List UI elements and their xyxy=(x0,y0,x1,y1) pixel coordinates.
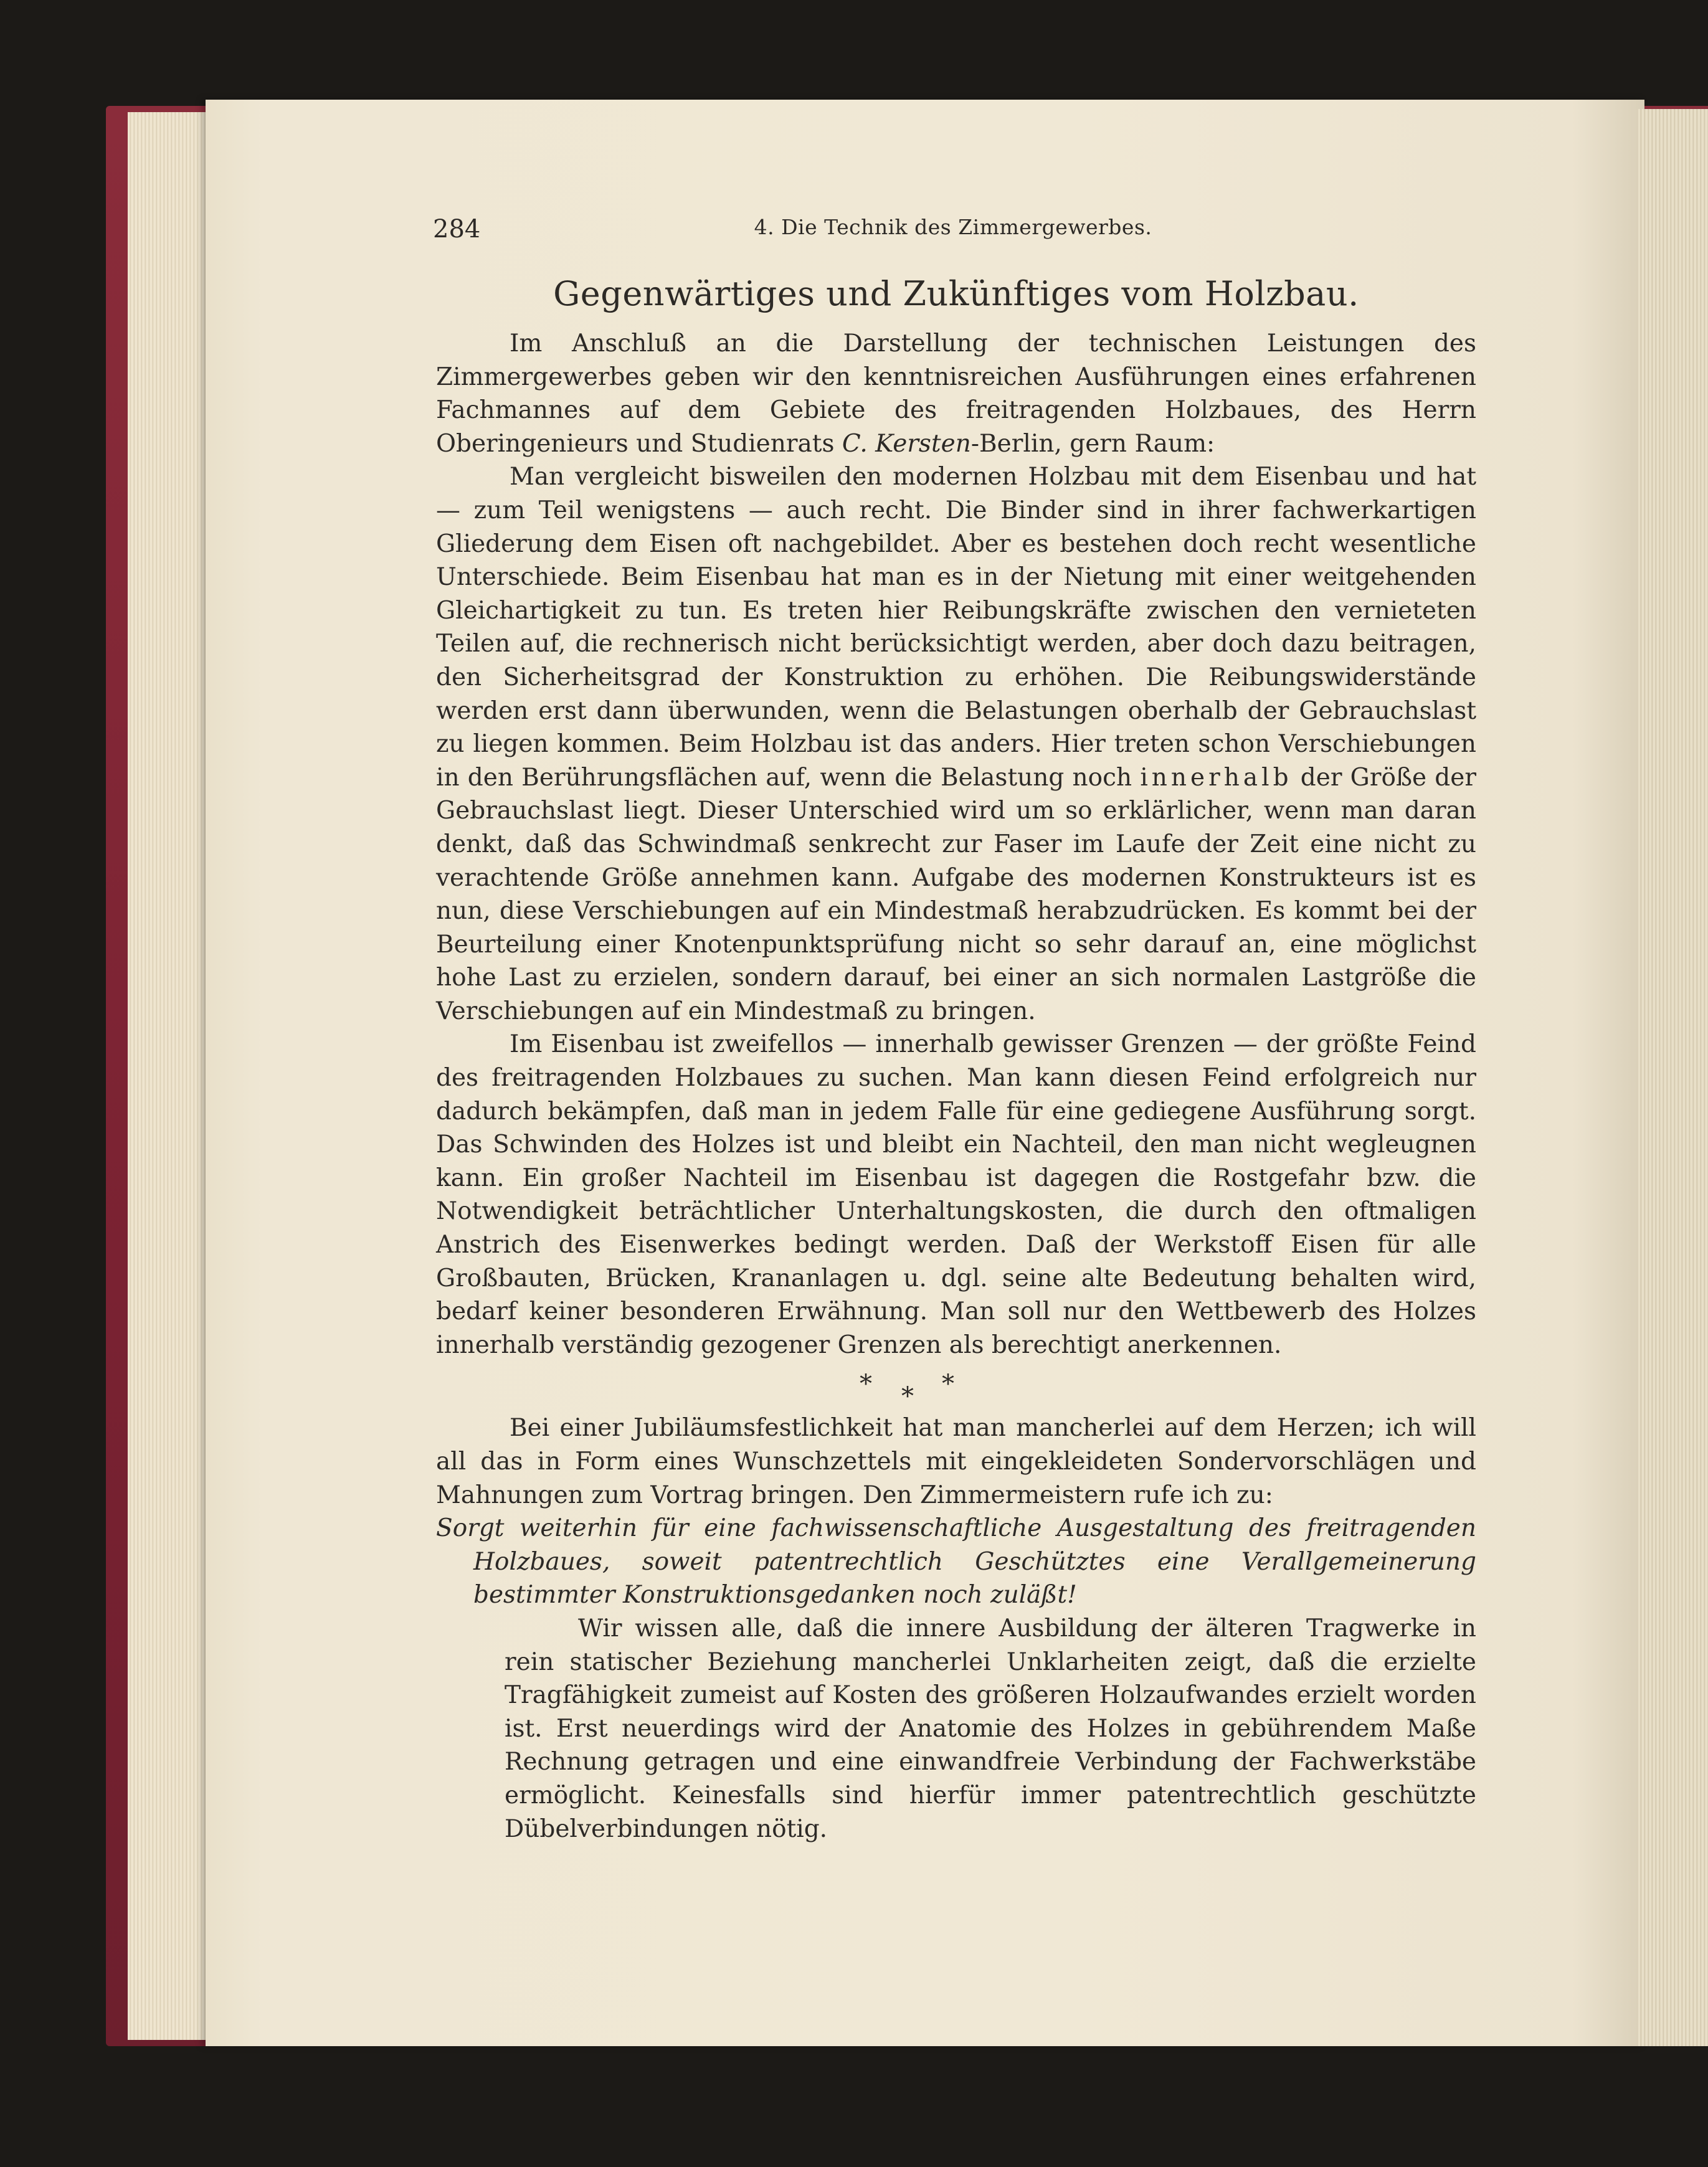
emphasized-word: innerhalb xyxy=(1140,763,1293,792)
body-text xyxy=(436,327,1476,1846)
paragraph-iron-enemy: Im Eisenbau ist zweifellos — innerhalb gewisser Grenzen — der größte Feind des freitragenden Holzbaues zu suchen. Man kann diesen Feind erfolgreich nur dadurch bekämpfen, daß man in jedem Falle für eine gediegene Ausführung sorgt. Das Schwinden des Holzes ist und bleibt ein Nachteil, den man nicht wegleugnen kann. Ein großer Nachteil im Eisenbau ist dagegen die Rostgefahr bzw. die Notwendigkeit beträchtlicher Unterhaltungskosten, die durch den oftmaligen Anstrich des Eisenwerkes bedingt werden. Daß der Werkstoff Eisen für alle Großbauten, Brücken, Krananlagen u. dgl. seine alte Bedeutung behalten wird, bedarf keiner besonderen Erwähnung. Man soll nur den Wettbewerb des Holzes innerhalb verständig gezogener Grenzen als berechtigt anerkennen. xyxy=(436,1030,1476,1359)
author-name: C. Kersten xyxy=(842,429,971,458)
star-middle: * xyxy=(901,1382,914,1411)
star-right: * xyxy=(942,1370,954,1399)
paragraph-timber-construction: Wir wissen alle, daß die innere Ausbildung der älteren Tragwerke in rein statischer Beziehung mancherlei Unklarheiten zeigt, daß die erzielte Tragfähigkeit zumeist auf Kosten des größeren Holzaufwandes erzielt worden ist. Erst neuerdings wird der Anatomie des Holzes in gebührendem Maße Rechnung getragen und eine einwandfreie Verbindung der Fachwerkstäbe ermöglicht. Keinesfalls sind hierfür immer patentrechtlich geschützte Dübelverbindungen nötig. xyxy=(505,1614,1476,1843)
page-header xyxy=(433,215,1473,252)
running-head: 4. Die Technik des Zimmergewerbes. xyxy=(754,215,1152,239)
star-left: * xyxy=(860,1370,872,1399)
intro-paragraph: Im Anschluß an die Darstellung der technischen Leistungen des Zimmergewerbes geben wir den kenntnisreichen Ausführungen eines erfahrenen Fachmannes auf dem Gebiete des freitragenden Holzbaues, des Herrn Oberingenieurs und Studienrats C. Kersten-Berlin, gern Raum: xyxy=(436,330,1476,458)
section-separator xyxy=(436,1362,1476,1411)
paragraph-iron-comparison: Man vergleicht bisweilen den modernen Holzbau mit dem Eisenbau und hat — zum Teil wenigstens — auch recht. Die Binder sind in ihrer fachwerkartigen Gliederung dem Eisen oft nachgebildet. Aber es bestehen doch recht wesentliche Unterschiede. Beim Eisenbau hat man es in der Nietung mit einer weitgehenden Gleichartigkeit zu tun. Es treten hier Reibungskräfte zwischen den vernieteten Teilen auf, die rechnerisch nicht berücksichtigt werden, aber doch dazu beitragen, den Sicherheitsgrad der Konstruktion zu erhöhen. Die Reibungswiderstände werden erst dann überwunden, wenn die Belastungen oberhalb der Gebrauchslast zu liegen kommen. Beim Holzbau ist das anders. Hier treten schon Verschiebungen in den Berührungsflächen auf, wenn die Belastung noch innerhalb der Größe der Gebrauchslast liegt. Dieser Unterschied wird um so erklärlicher, wenn man daran denkt, daß das Schwindmaß senkrecht zur Faser im Laufe der Zeit eine nicht zu verachtende Größe annehmen kann. Aufgabe des modernen Konstrukteurs ist es nun, diese Verschiebungen auf ein Mindestmaß herabzudrücken. Es kommt bei der Beurteilung einer Knotenpunktsprüfung nicht so sehr darauf an, eine möglichst hohe Last zu erzielen, sondern darauf, bei einer an sich normalen Lastgröße die Verschiebungen auf ein Mindestmaß zu bringen. xyxy=(436,463,1476,1025)
indented-block xyxy=(436,1612,1476,1846)
page-number: 284 xyxy=(433,215,481,244)
section-title: Gegenwärtiges und Zukünftiges vom Holzbau. xyxy=(553,274,1359,313)
paragraph-jubilee: Bei einer Jubiläumsfestlichkeit hat man mancherlei auf dem Herzen; ich will all das in Form eines Wunschzettels mit eingekleideten Sondervorschlägen und Mahnungen zum Vortrag bringen. Den Zimmermeistern rufe ich zu: xyxy=(436,1414,1476,1509)
motto-exhortation: Sorgt weiterhin für eine fachwissenschaftliche Ausgestaltung des freitragenden Holzbaues, soweit patentrechtlich Geschütztes eine Verallgemeinerung bestimmter Konstruktionsgedanken noch zuläßt! xyxy=(436,1514,1476,1610)
page-stack-right xyxy=(1638,109,1708,2046)
page-stack-left xyxy=(128,112,215,2040)
